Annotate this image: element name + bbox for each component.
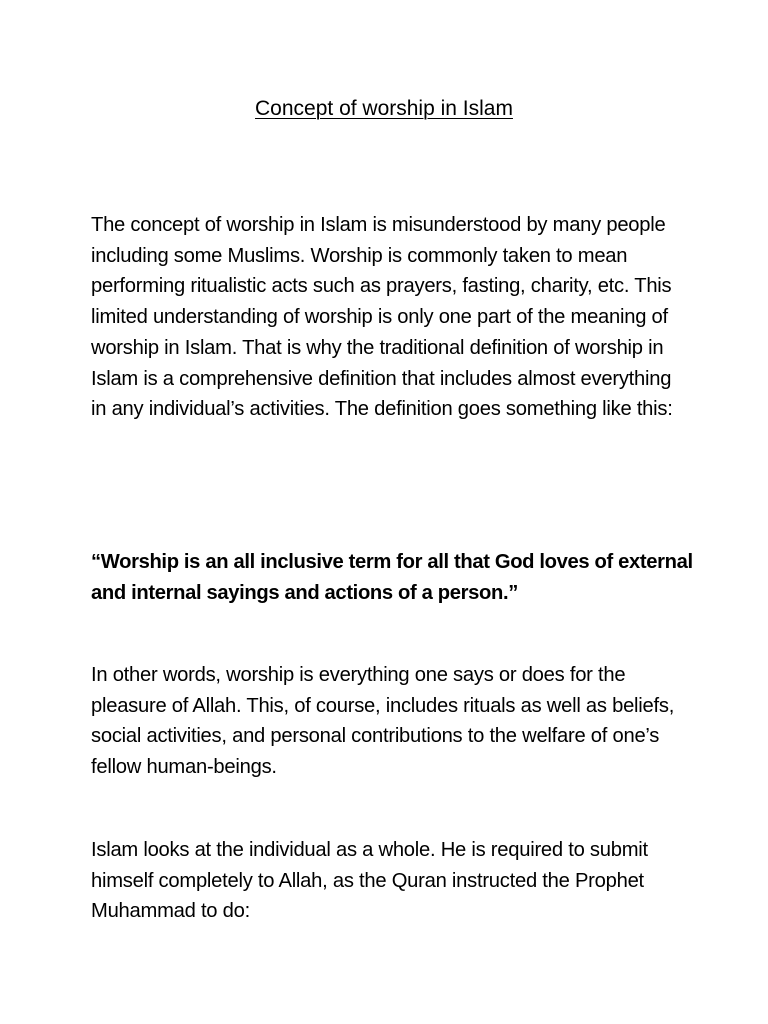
document-title xyxy=(0,94,768,124)
document-title-text: Concept of worship in Islam xyxy=(255,97,513,120)
explanation-paragraph: In other words, worship is everything one says or does for the pleasure of Allah. This, of course, includes rituals as well as beliefs, social activities, and personal contributions to the welfare of one’s fellow human-beings. xyxy=(91,664,675,779)
intro-paragraph: The concept of worship in Islam is misunderstood by many people including some Muslims. Worship is commonly taken to mean performing ritualistic acts such as prayers, fasting, charity, etc. This limited understanding of worship is only one part of the meaning of worship in Islam. That is why the traditional definition of worship in Islam is a comprehensive definition that includes almost everything in any individual’s activities. The definition goes something like this: xyxy=(91,214,673,421)
definition-quote: “Worship is an all inclusive term for all that God loves of external and internal sayings and actions of a person.” xyxy=(91,551,693,604)
individual-paragraph: Islam looks at the individual as a whole. He is required to submit himself completely to Allah, as the Quran instructed the Prophet Muhammad to do: xyxy=(91,839,648,923)
